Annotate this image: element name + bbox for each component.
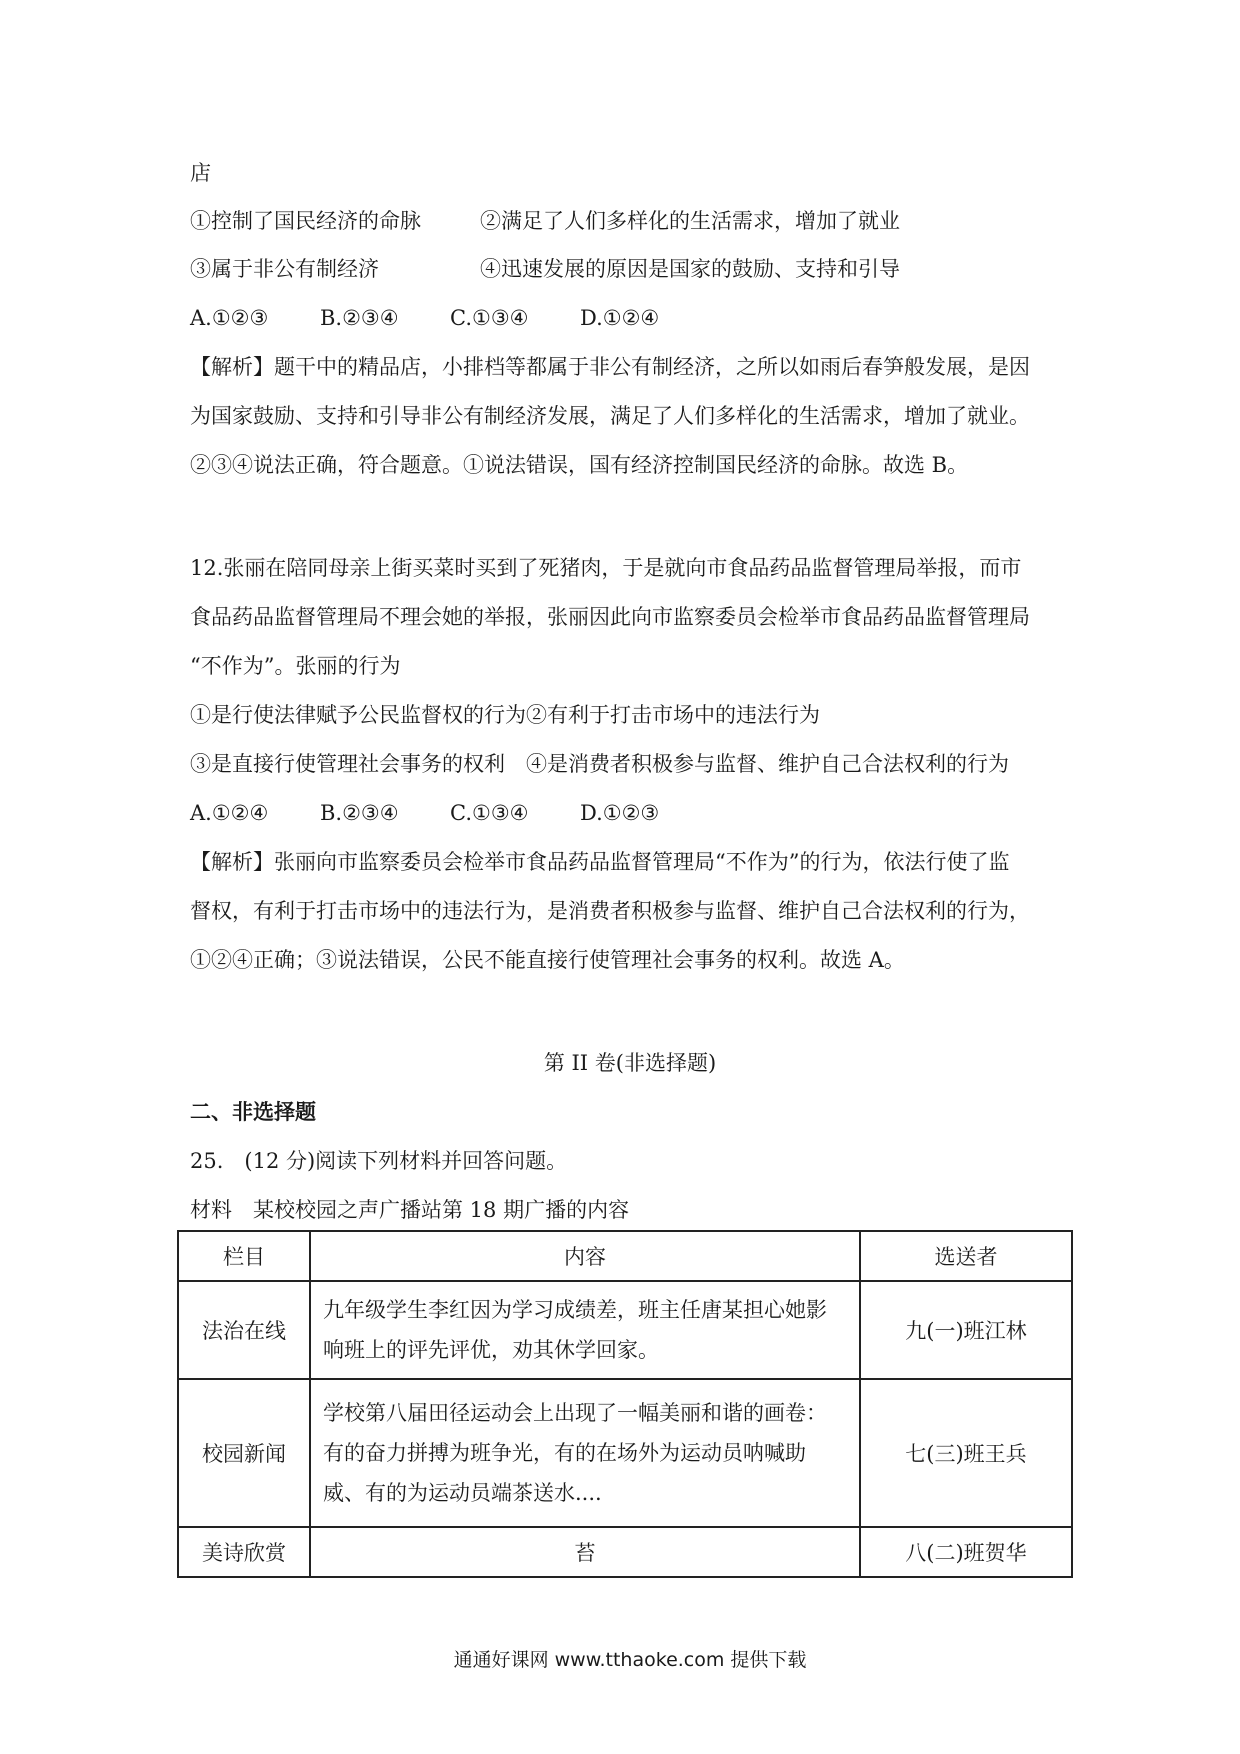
table-cell-content — [310, 1379, 860, 1527]
table-cell-column: 法治在线 — [178, 1281, 310, 1379]
content-line: 有的奋力拼搏为班争光，有的在场外为运动员呐喊助 — [323, 1441, 806, 1465]
q11-analysis-line-1: 【解析】题干中的精品店，小排档等都属于非公有制经济，之所以如雨后春笋般发展，是因 — [190, 355, 1030, 379]
table-cell-sender: 八(二)班贺华 — [860, 1527, 1072, 1577]
q12-analysis-line-1: 【解析】张丽向市监察委员会检举市食品药品监督管理局“不作为”的行为，依法行使了监 — [190, 850, 1010, 874]
content-line: 威、有的为运动员端茶送水.... — [323, 1481, 602, 1505]
footer-watermark: 通通好课网 www.tthaoke.com 提供下载 — [453, 1649, 807, 1671]
q12-choice-b: B.②③④ — [320, 801, 399, 825]
q11-choices — [190, 303, 1070, 333]
q12-stem-line-2: 食品药品监督管理局不理会她的举报，张丽因此向市监察委员会检举市食品药品监督管理局 — [190, 605, 1030, 629]
content-line: 九年级学生李红因为学习成绩差，班主任唐某担心她影 — [323, 1298, 827, 1322]
content-line: 响班上的评先评优，劝其休学回家。 — [323, 1338, 659, 1362]
q12-choice-d: D.①②③ — [580, 801, 660, 825]
material-table — [177, 1230, 1073, 1578]
q11-option-3: ③属于非公有制经济 — [190, 257, 379, 281]
q25-stem: 25. (12 分)阅读下列材料并回答问题。 — [190, 1149, 568, 1173]
q11-stem-continuation: 店 — [190, 161, 211, 185]
q11-choice-c: C.①③④ — [450, 306, 529, 330]
q11-options-row-2 — [190, 254, 1070, 284]
q12-options-row-1: ①是行使法律赋予公民监督权的行为②有利于打击市场中的违法行为 — [190, 703, 820, 727]
q11-option-1: ①控制了国民经济的命脉 — [190, 209, 421, 233]
content-line: 学校第八届田径运动会上出现了一幅美丽和谐的画卷： — [323, 1401, 827, 1425]
section-heading: 二、非选择题 — [190, 1099, 316, 1124]
q11-analysis-line-3: ②③④说法正确，符合题意。①说法错误，国有经济控制国民经济的命脉。故选 B。 — [190, 453, 969, 477]
table-cell-sender: 九(一)班江林 — [860, 1281, 1072, 1379]
q12-options-row-2: ③是直接行使管理社会事务的权利 ④是消费者积极参与监督、维护自己合法权利的行为 — [190, 752, 1009, 776]
q12-choices — [190, 798, 1070, 828]
q12-analysis-line-2: 督权，有利于打击市场中的违法行为，是消费者积极参与监督、维护自己合法权利的行为， — [190, 899, 1030, 923]
material-caption: 材料 某校校园之声广播站第 18 期广播的内容 — [190, 1198, 630, 1222]
q11-analysis-line-2: 为国家鼓励、支持和引导非公有制经济发展，满足了人们多样化的生活需求，增加了就业。 — [190, 404, 1030, 428]
volume-title: 第 II 卷(非选择题) — [543, 1051, 717, 1075]
table-row — [178, 1379, 1072, 1527]
table-header-column: 栏目 — [178, 1231, 310, 1281]
table-header-content: 内容 — [310, 1231, 860, 1281]
table-cell-column: 校园新闻 — [178, 1379, 310, 1527]
table-row — [178, 1527, 1072, 1577]
table-cell-content: 苔 — [310, 1527, 860, 1577]
table-cell-content — [310, 1281, 860, 1379]
table-header-row — [178, 1231, 1072, 1281]
table-cell-sender: 七(三)班王兵 — [860, 1379, 1072, 1527]
q12-choice-c: C.①③④ — [450, 801, 529, 825]
q11-option-2: ②满足了人们多样化的生活需求，增加了就业 — [480, 209, 900, 233]
q12-analysis-line-3: ①②④正确；③说法错误，公民不能直接行使管理社会事务的权利。故选 A。 — [190, 948, 905, 972]
q11-choice-b: B.②③④ — [320, 306, 399, 330]
table-header-sender: 选送者 — [860, 1231, 1072, 1281]
q11-option-4: ④迅速发展的原因是国家的鼓励、支持和引导 — [480, 257, 900, 281]
table-row — [178, 1281, 1072, 1379]
q12-choice-a: A.①②④ — [190, 801, 269, 825]
q12-stem-line-1: 12.张丽在陪同母亲上街买菜时买到了死猪肉，于是就向市食品药品监督管理局举报，而市 — [190, 556, 1022, 580]
q12-stem-line-3: “不作为”。张丽的行为 — [190, 654, 401, 678]
q11-choice-a: A.①②③ — [190, 306, 269, 330]
q11-options-row-1 — [190, 206, 1070, 236]
table-cell-column: 美诗欣赏 — [178, 1527, 310, 1577]
q11-choice-d: D.①②④ — [580, 306, 660, 330]
